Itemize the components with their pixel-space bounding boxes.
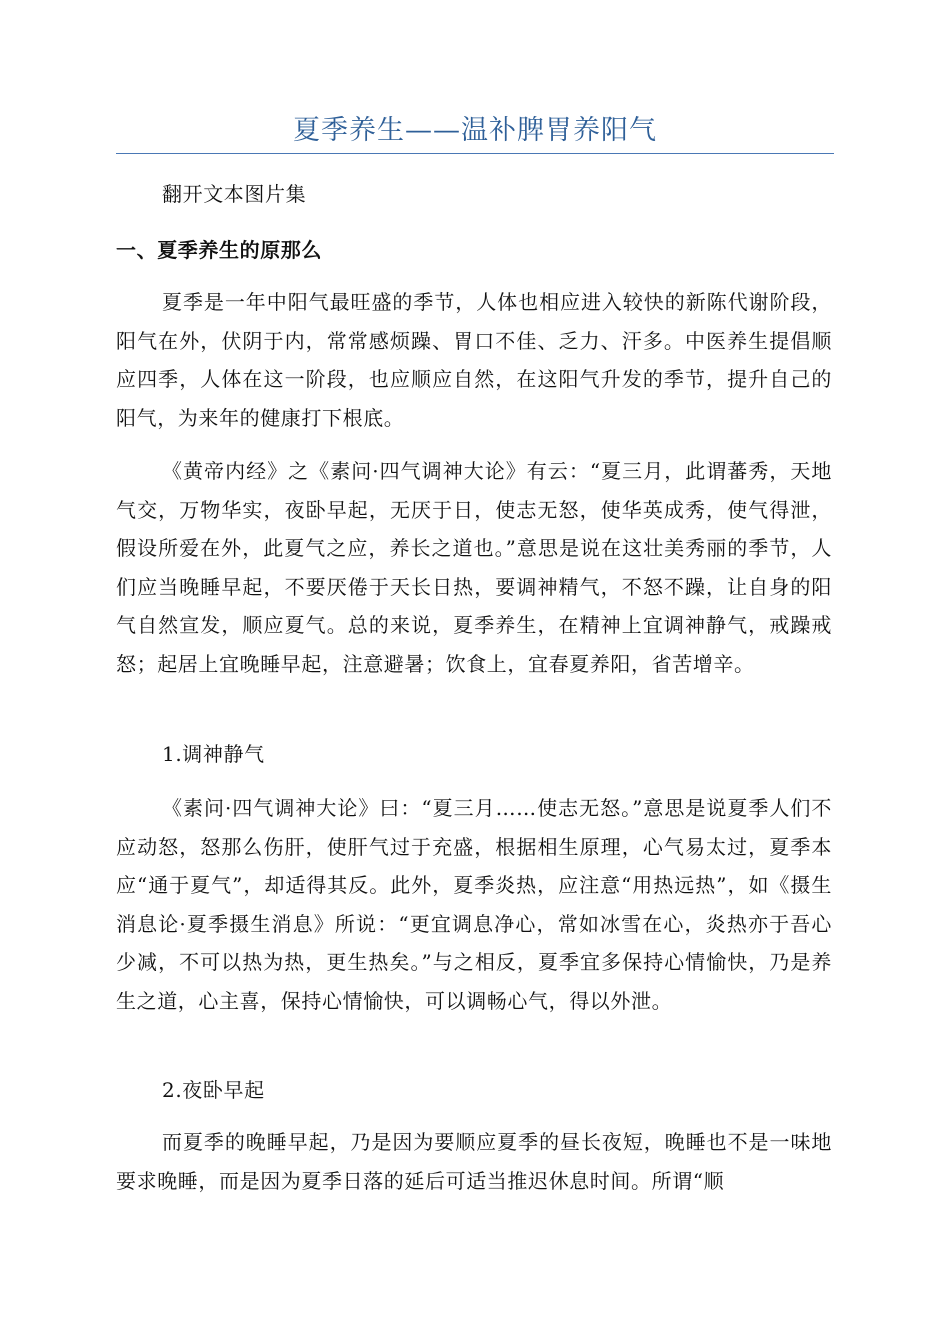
image-set-link-text: 翻开文本图片集 bbox=[162, 182, 307, 206]
subsection-heading: 2.夜卧早起 bbox=[162, 1078, 265, 1102]
subsection-heading: 1.调神静气 bbox=[162, 742, 265, 766]
section-heading: 一、夏季养生的原那么 bbox=[116, 238, 322, 262]
title-underline bbox=[116, 153, 834, 154]
body-paragraph: 夏季是一年中阳气最旺盛的季节，人体也相应进入较快的新陈代谢阶段，阳气在外，伏阴于内，常常感烦躁、胃口不佳、乏力、汗多。中医养生提倡顺应四季，人体在这一阶段，也应顺应自然，在这阳气升发的季节，提升自己的阳气，为来年的健康打下根底。 bbox=[116, 290, 832, 430]
body-paragraph: 《黄帝内经》之《素问·四气调神大论》有云：“夏三月，此谓蕃秀，天地气交，万物华实，夜卧早起，无厌于日，使志无怒，使华英成秀，使气得泄，假设所爱在外，此夏气之应，养长之道也。”意思是说在这壮美秀丽的季节，人们应当晚睡早起，不要厌倦于天长日热，要调神精气，不怒不躁，让自身的阳气自然宣发，顺应夏气。总的来说，夏季养生，在精神上宜调神静气，戒躁戒怒；起居上宜晚睡早起，注意避暑；饮食上，宜春夏养阳，省苦增辛。 bbox=[116, 459, 832, 676]
document-title: 夏季养生——温补脾胃养阳气 bbox=[293, 115, 657, 146]
body-paragraph: 《素问·四气调神大论》曰：“夏三月……使志无怒。”意思是说夏季人们不应动怒，怒那么伤肝，使肝气过于充盛，根据相生原理，心气易太过，夏季本应“通于夏气”，却适得其反。此外，夏季炎热，应注意“用热远热”，如《摄生消息论·夏季摄生消息》所说：“更宜调息净心，常如冰雪在心，炎热亦于吾心少减，不可以热为热，更生热矣。”与之相反，夏季宜多保持心情愉快，乃是养生之道，心主喜，保持心情愉快，可以调畅心气，得以外泄。 bbox=[116, 796, 832, 1013]
body-paragraph: 而夏季的晚睡早起，乃是因为要顺应夏季的昼长夜短，晚睡也不是一味地要求晚睡，而是因为夏季日落的延后可适当推迟休息时间。所谓“顺 bbox=[116, 1130, 832, 1193]
